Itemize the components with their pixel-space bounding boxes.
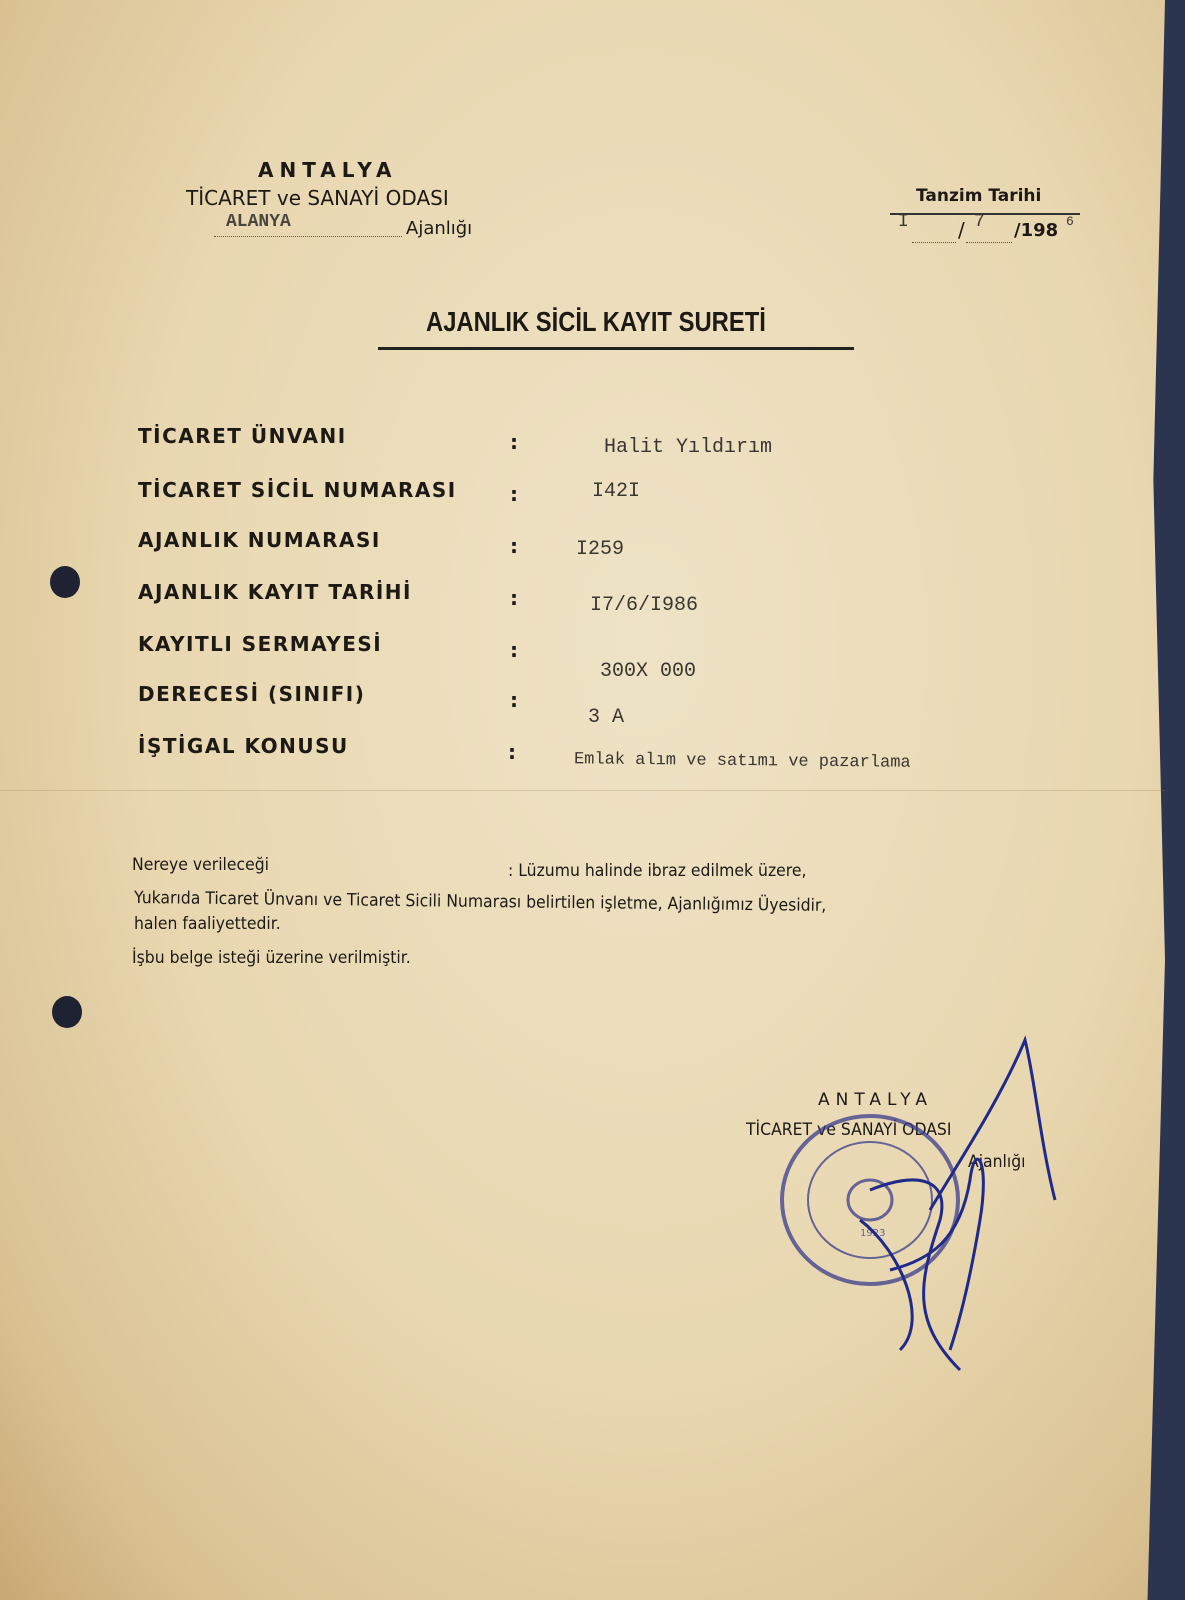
header-branch-suffix: Ajanlığı bbox=[406, 218, 473, 239]
field-colon: : bbox=[510, 586, 518, 610]
stamp-seal bbox=[782, 1116, 958, 1284]
title-underline bbox=[378, 347, 854, 350]
document-title: AJANLIK SİCİL KAYIT SURETİ bbox=[426, 306, 766, 337]
field-value-activity: Emlak alım ve satımı ve pazarlama bbox=[573, 750, 911, 773]
field-label: İŞTİGAL KONUSU bbox=[138, 734, 349, 758]
header-org: TİCARET ve SANAYİ ODASI bbox=[186, 186, 449, 210]
date-label: Tanzim Tarihi bbox=[916, 186, 1042, 206]
date-month: 7 bbox=[974, 212, 985, 232]
field-colon: : bbox=[510, 638, 518, 662]
field-label: TİCARET SİCİL NUMARASI bbox=[138, 478, 457, 502]
field-value-registration-date: I7/6/I986 bbox=[590, 594, 699, 617]
field-label: TİCARET ÜNVANI bbox=[138, 424, 347, 448]
field-label: KAYITLI SERMAYESİ bbox=[138, 632, 383, 656]
field-colon: : bbox=[510, 482, 518, 506]
where-label: Nereye verileceği bbox=[132, 855, 270, 875]
field-value-capital: 300X 000 bbox=[600, 660, 697, 683]
date-year-last: 6 bbox=[1066, 214, 1074, 229]
field-label: AJANLIK KAYIT TARİHİ bbox=[138, 580, 412, 604]
header-branch: ALANYA bbox=[226, 212, 291, 232]
stamp-and-signature bbox=[760, 1020, 1080, 1380]
punch-hole bbox=[50, 566, 80, 598]
date-slash: / bbox=[958, 218, 965, 242]
field-value-agency-number: I259 bbox=[576, 538, 625, 561]
punch-hole bbox=[52, 996, 82, 1028]
statement-line-1: Yukarıda Ticaret Ünvanı ve Ticaret Sicili Numarası belirtilen işletme, Ajanlığımız Üyesidir, bbox=[133, 888, 827, 916]
fold-line bbox=[0, 790, 1165, 791]
field-colon: : bbox=[508, 740, 516, 764]
field-value-class: 3 A bbox=[588, 706, 625, 729]
header-city: ANTALYA bbox=[258, 158, 398, 182]
date-year: /198 bbox=[1014, 220, 1059, 241]
svg-text:1923: 1923 bbox=[860, 1228, 886, 1239]
field-value-registry-number: I42I bbox=[592, 480, 641, 503]
field-colon: : bbox=[510, 430, 518, 454]
field-colon: : bbox=[510, 688, 518, 712]
statement-line-2: halen faaliyettedir. bbox=[134, 914, 281, 934]
date-day: I bbox=[898, 212, 909, 232]
statement-line-3: İşbu belge isteği üzerine verilmiştir. bbox=[132, 948, 411, 968]
sig-org: TİCARET ve SANAYİ ODASI bbox=[746, 1120, 952, 1140]
date-rule bbox=[890, 213, 1080, 215]
dotted-line bbox=[912, 242, 956, 243]
sig-suffix: Ajanlığı bbox=[968, 1152, 1026, 1172]
field-label: DERECESİ (SINIFI) bbox=[138, 682, 366, 706]
dotted-line bbox=[214, 236, 402, 237]
field-colon: : bbox=[510, 534, 518, 558]
field-value-trade-name: Halit Yıldırım bbox=[604, 436, 773, 459]
sig-city: ANTALYA bbox=[818, 1090, 933, 1110]
field-label: AJANLIK NUMARASI bbox=[138, 528, 381, 552]
dotted-line bbox=[966, 242, 1012, 243]
where-value: : Lüzumu halinde ibraz edilmek üzere, bbox=[508, 861, 807, 881]
